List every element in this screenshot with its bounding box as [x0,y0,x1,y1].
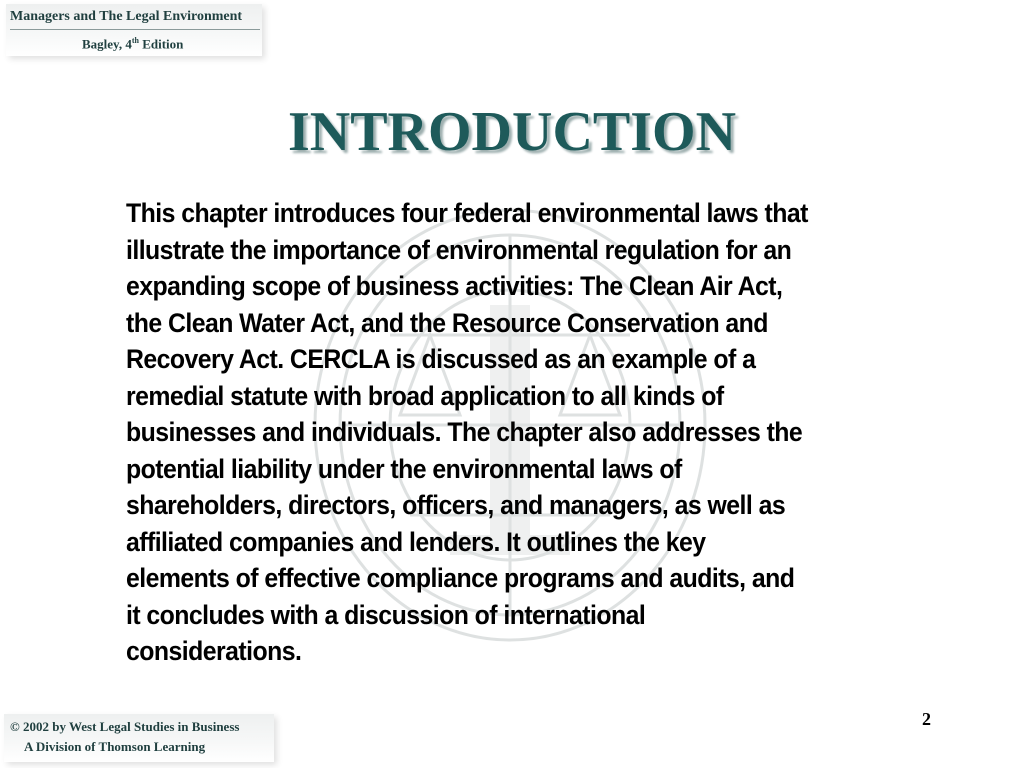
book-header-plate [6,4,262,56]
book-title: Managers and The Legal Environment [10,9,243,24]
body-line: affiliated companies and lenders. It outlines the key [126,526,706,557]
body-line: remedial statute with broad application to all kinds of [126,380,724,411]
page-title: INTRODUCTION [287,101,737,163]
body-paragraph [126,195,890,670]
body-line: considerations. [126,636,302,666]
edition-suffix: Edition [138,36,184,52]
body-line: illustrate the importance of environmental regulation for an [126,234,792,265]
body-line: Recovery Act. CERCLA is discussed as an example of a [126,344,756,374]
book-edition [82,36,183,52]
body-line: the Clean Water Act, and the Resource Conservation and [126,307,768,338]
division-text: A Division of Thomson Learning [24,739,206,754]
edition-sup: th [131,36,139,45]
body-line: elements of effective compliance programs and audits, and [126,563,795,593]
edition-prefix: Bagley, 4 [82,36,132,52]
body-line: This chapter introduces four federal environmental laws that [126,198,808,228]
publisher-footer-plate [4,714,274,762]
copyright-text: © 2002 by West Legal Studies in Business [10,719,240,734]
body-line: expanding scope of business activities: The Clean Air Act, [126,271,783,301]
page-number: 2 [922,709,931,729]
body-line: shareholders, directors, officers, and managers, as well as [126,490,786,520]
body-line: it concludes with a discussion of international [126,599,646,630]
body-line: businesses and individuals. The chapter also addresses the [126,417,803,447]
body-line: potential liability under the environmental laws of [126,453,682,484]
header-divider [10,29,260,30]
